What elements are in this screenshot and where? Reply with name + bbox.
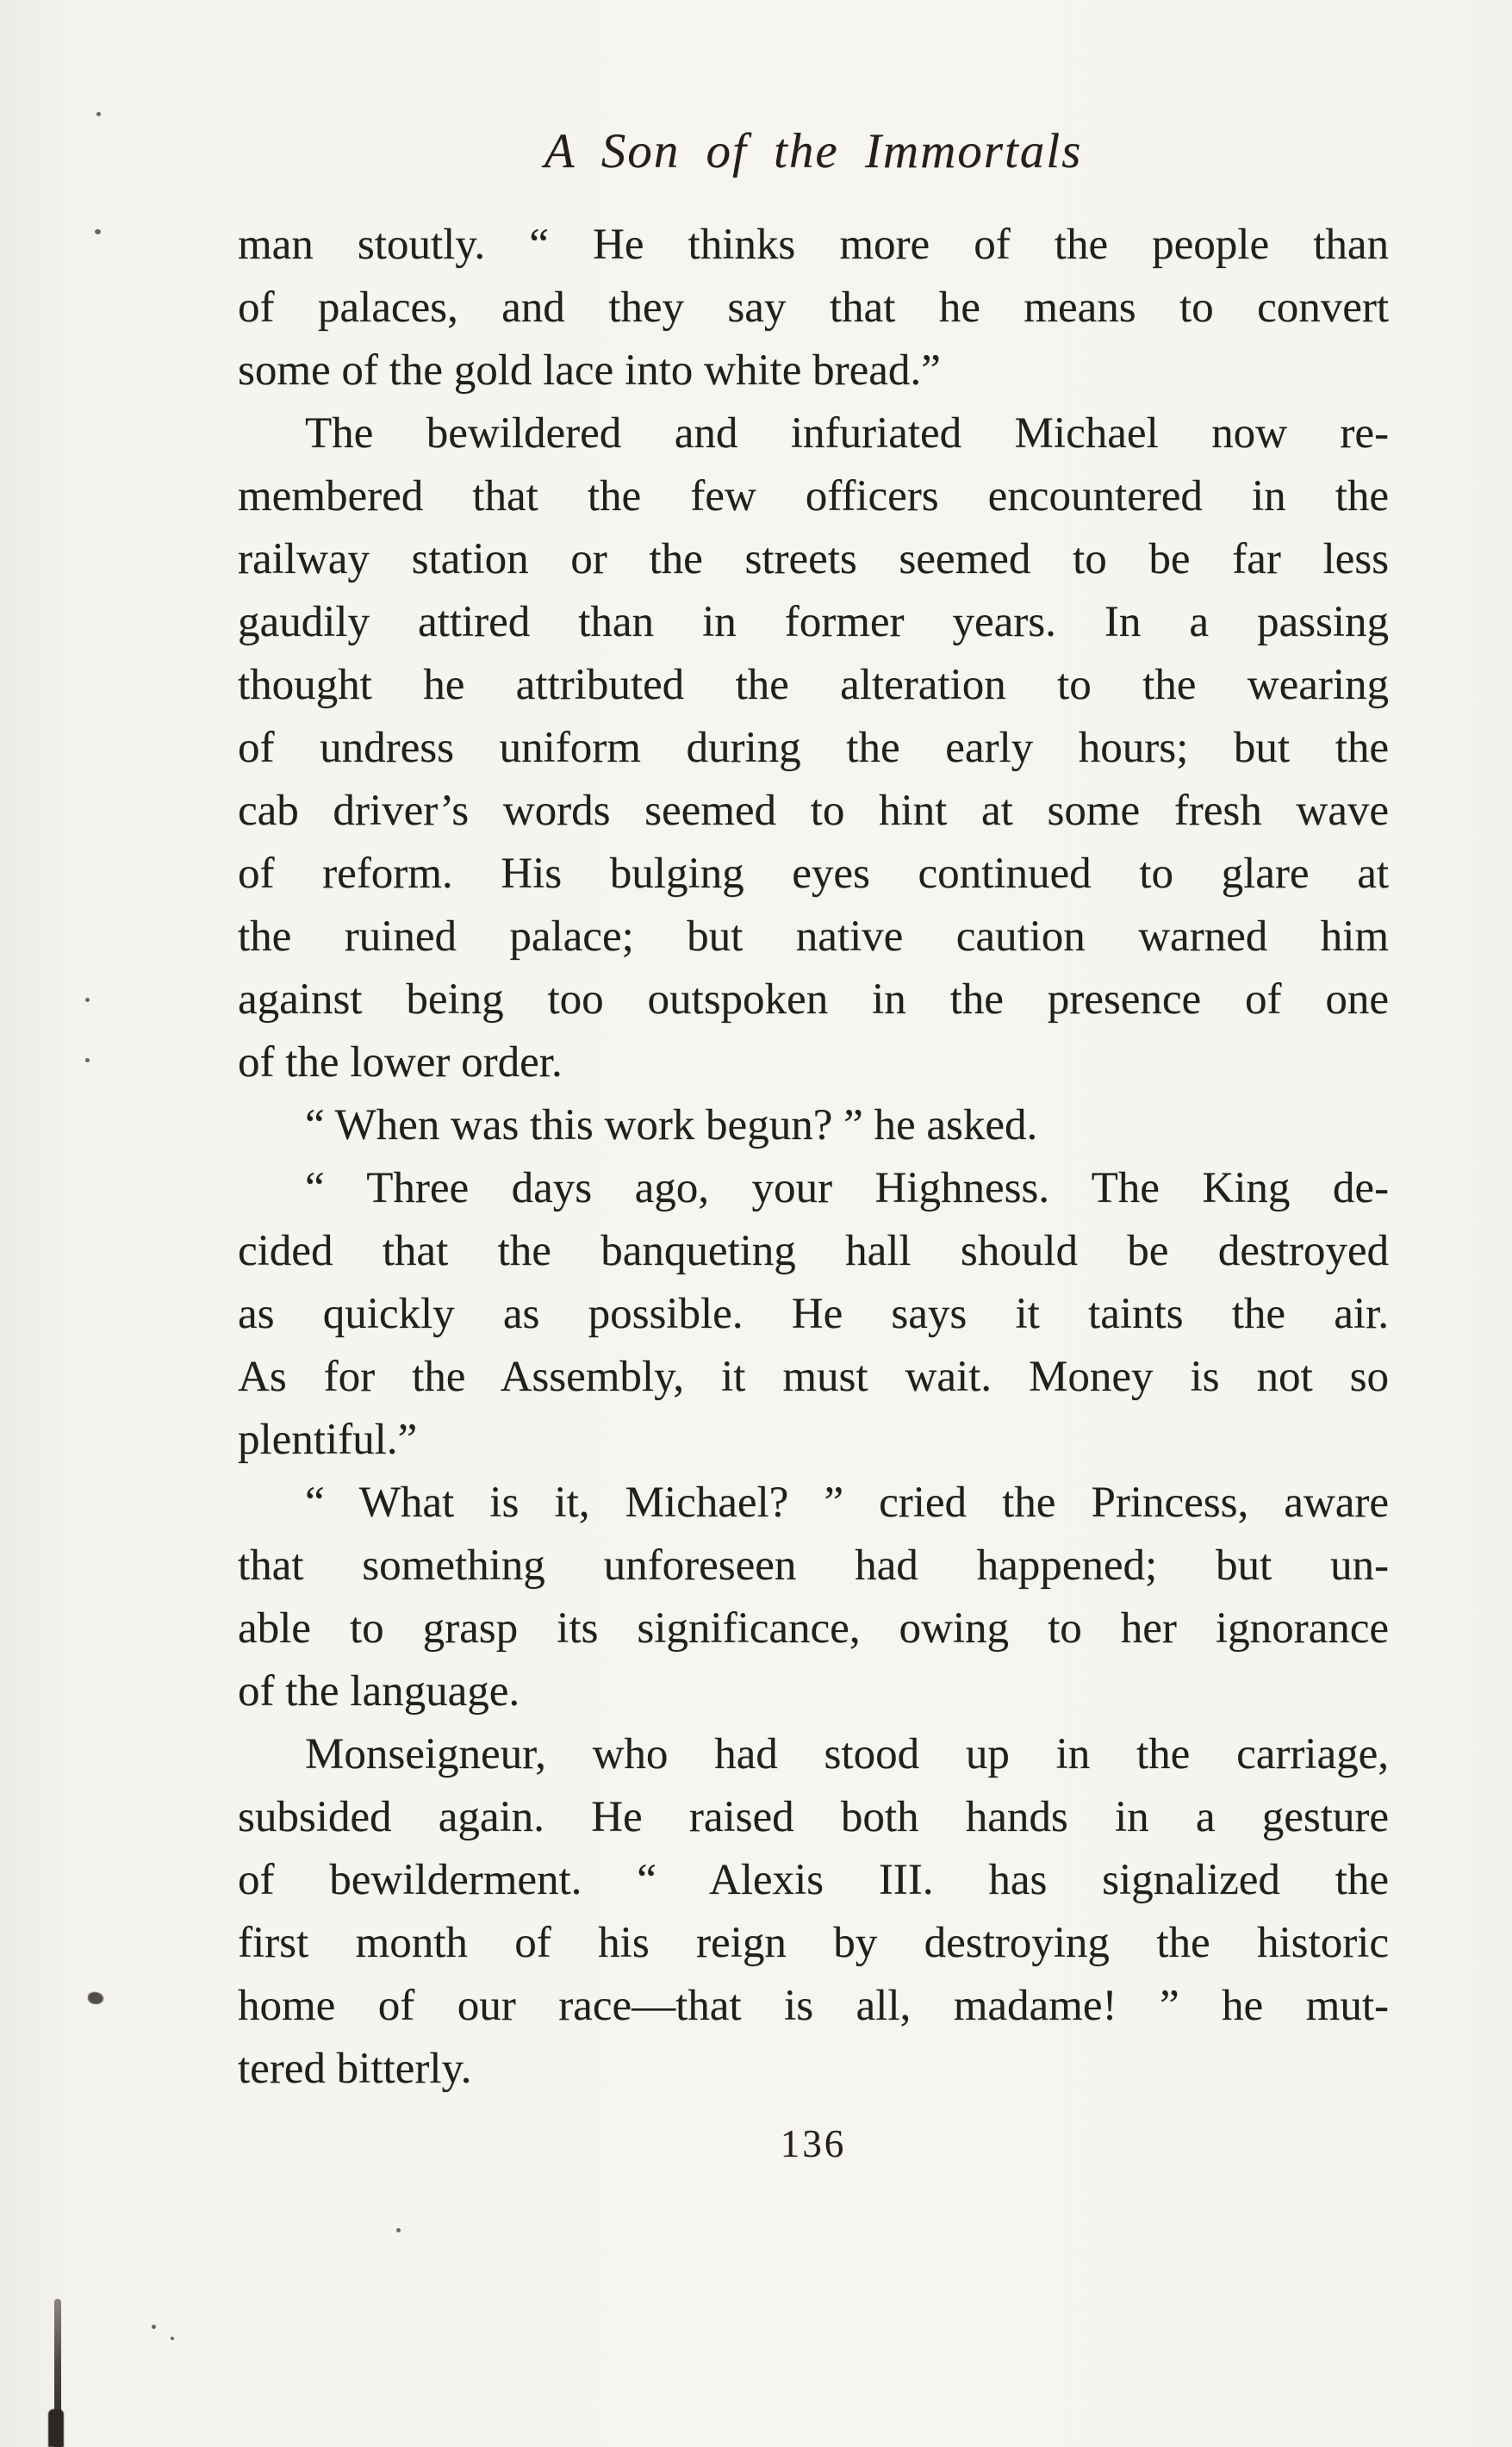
text-line: first month of his reign by destroying the historic	[238, 1919, 1389, 1967]
scan-mark	[88, 1992, 103, 2004]
text-line: subsided again. He raised both hands in a gesture	[238, 1793, 1389, 1841]
scan-speck	[171, 2337, 174, 2340]
scan-speck	[95, 229, 101, 234]
text-line: against being too outspoken in the presence of one	[238, 975, 1389, 1024]
text-line: as quickly as possible. He says it taints the air.	[238, 1290, 1389, 1338]
running-title: A Son of the Immortals	[544, 124, 1083, 178]
text-line: thought he attributed the alteration to the wearing	[238, 661, 1389, 709]
paragraph	[238, 1157, 1389, 1472]
text-line: railway station or the streets seemed to be far less	[238, 535, 1389, 583]
text-line: cided that the banqueting hall should be destroyed	[238, 1227, 1389, 1275]
text-line: the ruined palace; but native caution warned him	[238, 912, 1389, 961]
text-line: of the language.	[238, 1667, 520, 1715]
text-line: of palaces, and they say that he means to convert	[238, 283, 1389, 332]
page-number: 136	[780, 2122, 847, 2165]
text-line: that something unforeseen had happened; but un-	[238, 1541, 1389, 1590]
text-line: able to grasp its significance, owing to her ignorance	[238, 1604, 1389, 1653]
text-line: Monseigneur, who had stood up in the carriage,	[305, 1730, 1389, 1778]
text-line: plentiful.”	[238, 1416, 418, 1464]
text-line: The bewildered and infuriated Michael now re-	[305, 409, 1389, 458]
text-line: some of the gold lace into white bread.”	[238, 346, 941, 395]
scan-speck	[85, 1058, 90, 1062]
paragraph	[238, 1723, 1389, 2101]
scan-speck	[396, 2228, 401, 2232]
scan-speck	[85, 998, 90, 1002]
scan-speck	[152, 2325, 156, 2329]
body-text	[238, 214, 1389, 2101]
text-line: home of our race—that is all, madame! ” he mut-	[238, 1982, 1389, 2030]
scan-gutter-blot	[48, 2409, 64, 2447]
text-line: “ Three days ago, your Highness. The King de-	[305, 1164, 1389, 1212]
text-line: of reform. His bulging eyes continued to glare at	[238, 850, 1389, 898]
text-line: tered bitterly.	[238, 2045, 472, 2093]
text-line: cab driver’s words seemed to hint at some fresh wave	[238, 787, 1389, 835]
text-line: As for the Assembly, it must wait. Money is not so	[238, 1353, 1389, 1401]
text-line: gaudily attired than in former years. In a passing	[238, 598, 1389, 646]
paragraph	[238, 1094, 1389, 1157]
text-column	[238, 122, 1389, 2166]
text-line: of bewilderment. “ Alexis III. has signalized the	[238, 1856, 1389, 1904]
paragraph	[238, 214, 1389, 402]
scan-speck	[96, 112, 101, 116]
text-line: of the lower order.	[238, 1038, 563, 1087]
text-line: “ What is it, Michael? ” cried the Princess, aware	[305, 1479, 1389, 1527]
text-line: “ When was this work begun? ” he asked.	[305, 1101, 1038, 1149]
text-line: membered that the few officers encountered in the	[238, 472, 1389, 520]
text-line: of undress uniform during the early hours; but the	[238, 724, 1389, 772]
text-line: man stoutly. “ He thinks more of the people than	[238, 221, 1389, 269]
paragraph	[238, 402, 1389, 1094]
paragraph	[238, 1472, 1389, 1723]
